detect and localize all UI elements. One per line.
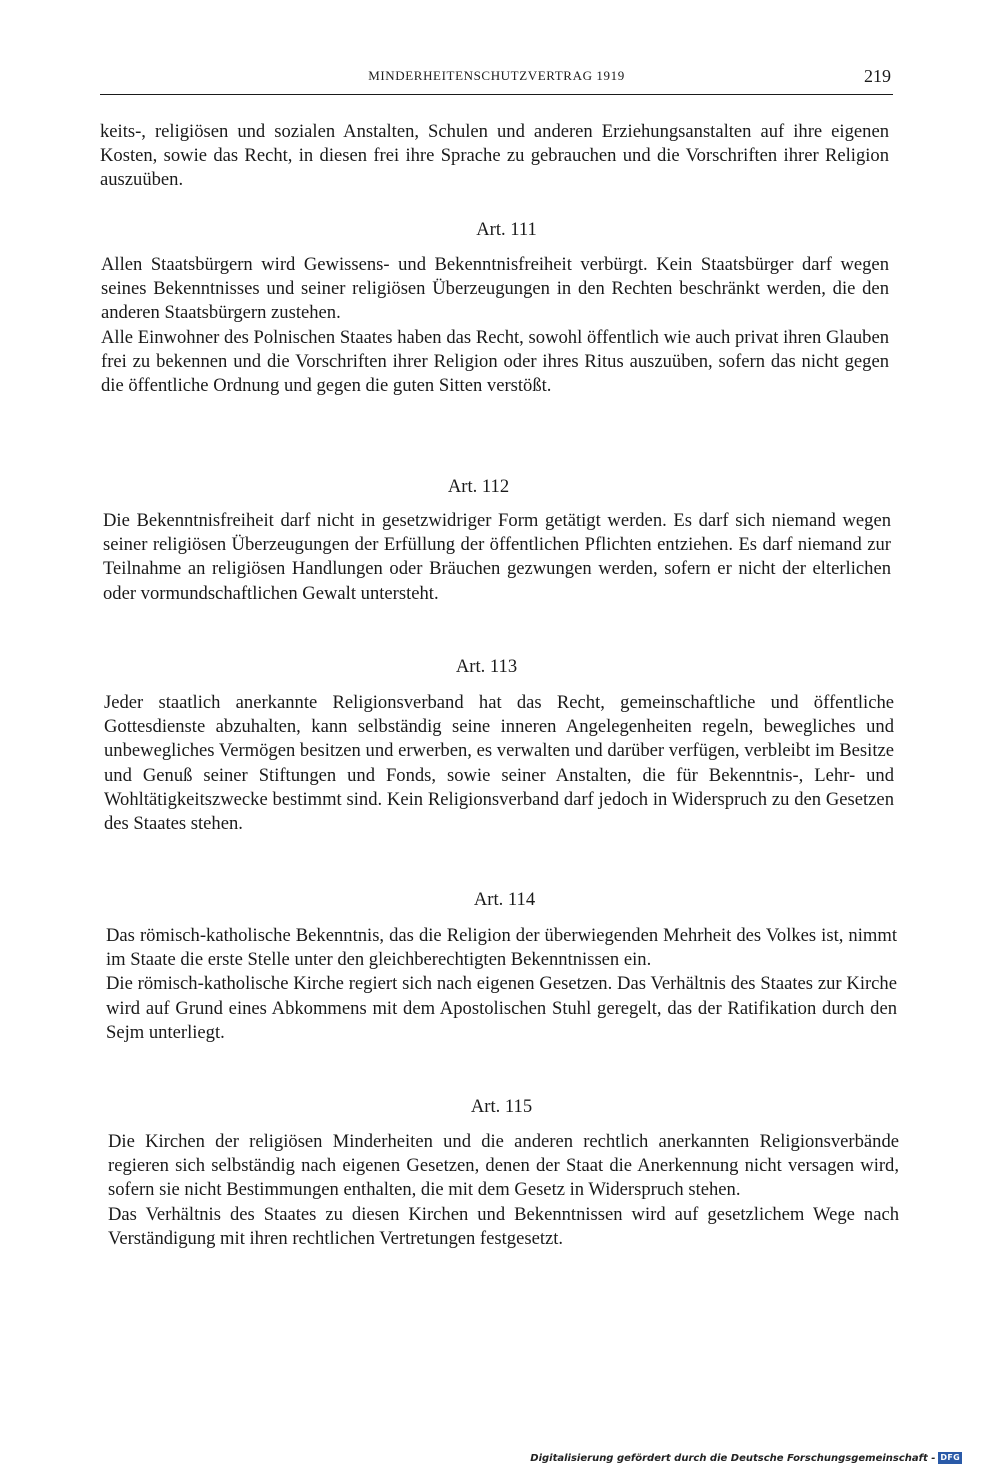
running-title: MINDERHEITENSCHUTZVERTRAG 1919 [368, 68, 625, 83]
paragraph: Das römisch-katholische Bekenntnis, das die Religion der überwiegenden Mehrheit des Volkes ist, nimmt im Staate die erste Stelle unter den gleichberechtigten Bekenntnissen ein. [106, 925, 897, 971]
article-heading-115: Art. 115 [470, 1096, 533, 1117]
page-number: 219 [864, 66, 891, 86]
paragraph: Alle Einwohner des Polnischen Staates haben das Recht, sowohl öffentlich wie auch privat ihren Glauben frei zu bekennen und die Vorschriften ihrer Religion oder ihres Ritus auszuüben, sofern das nicht gegen die öffentliche Ordnung und gegen die guten Sitten verstößt. [101, 326, 889, 397]
running-head [100, 66, 893, 96]
continuation-text [100, 120, 889, 193]
digitization-credit-text: Digitalisierung gefördert durch die Deutsche Forschungsgemeinschaft - [530, 1452, 936, 1464]
digitization-credit [530, 1452, 962, 1464]
article-body-114 [106, 924, 897, 1045]
paragraph: Die Kirchen der religiösen Minderheiten und die anderen rechtlich anerkannten Religionsverbände regieren sich selbständig nach eigenen Gesetzen, denen der Staat die Anerkennung nicht versagen wird, sofern sie nicht Bestimmungen enthalten, die mit dem Gesetz in Widerspruch stehen. [108, 1131, 899, 1201]
article-body-113 [104, 691, 894, 836]
paragraph: Die Bekenntnisfreiheit darf nicht in gesetzwidriger Form getätigt werden. Es darf sich niemand wegen seiner religiösen Überzeugungen der Erfüllung der öffentlichen Pflichten entziehen. Es darf niemand zur Teilnahme an religiösen Handlungen oder Bräuchen gezwungen werden, sofern er nicht der elterlichen oder vormundschaftlichen Gewalt untersteht. [103, 510, 891, 604]
article-body-112 [103, 509, 891, 606]
article-heading-114: Art. 114 [473, 889, 536, 910]
paragraph: Jeder staatlich anerkannte Religionsverband hat das Recht, gemeinschaftliche und öffentliche Gottesdienste abzuhalten, kann selbständig seine inneren Angelegenheiten regeln, bewegliches und unbewegliches Vermögen besitzen und erwerben, es verwalten und darüber verfügen, verbleibt im Besitze und Genuß seiner Stiftungen und Fonds, sowie seiner Anstalten, die für Bekenntnis-, Lehr- und Wohltätigkeitszwecke bestimmt sind. Kein Religionsverband darf jedoch in Widerspruch zu den Gesetzen des Staates stehen. [104, 692, 894, 835]
paragraph: Allen Staatsbürgern wird Gewissens- und Bekenntnisfreiheit verbürgt. Kein Staatsbürger darf wegen seines Bekenntnisses und seiner religiösen Überzeugungen in den Rechten beschränkt werden, die den anderen Staatsbürgern zustehen. [101, 254, 889, 324]
paragraph: Die römisch-katholische Kirche regiert sich nach eigenen Gesetzen. Das Verhältnis des Staates zur Kirche wird auf Grund eines Abkommens mit dem Apostolischen Stuhl geregelt, das der Ratifikation durch den Sejm unterliegt. [106, 973, 897, 1043]
header-rule [100, 94, 893, 95]
article-body-115 [108, 1130, 899, 1251]
article-heading-112: Art. 112 [447, 476, 510, 497]
article-heading-113: Art. 113 [455, 656, 518, 677]
article-heading-111: Art. 111 [476, 219, 537, 240]
dfg-logo-icon: DFG [940, 1453, 960, 1462]
paragraph: Das Verhältnis des Staates zu diesen Kirchen und Bekenntnissen wird auf gesetzlichem Wege nach Verständigung mit ihren rechtlichen Vertretungen festgesetzt. [108, 1203, 899, 1249]
article-body-111 [101, 253, 889, 398]
paragraph: keits-, religiösen und sozialen Anstalten, Schulen und anderen Erziehungsanstalten auf ihre eigenen Kosten, sowie das Recht, in diesen frei ihre Sprache zu gebrauchen und die Vorschriften ihrer Religion auszuüben. [100, 121, 889, 191]
